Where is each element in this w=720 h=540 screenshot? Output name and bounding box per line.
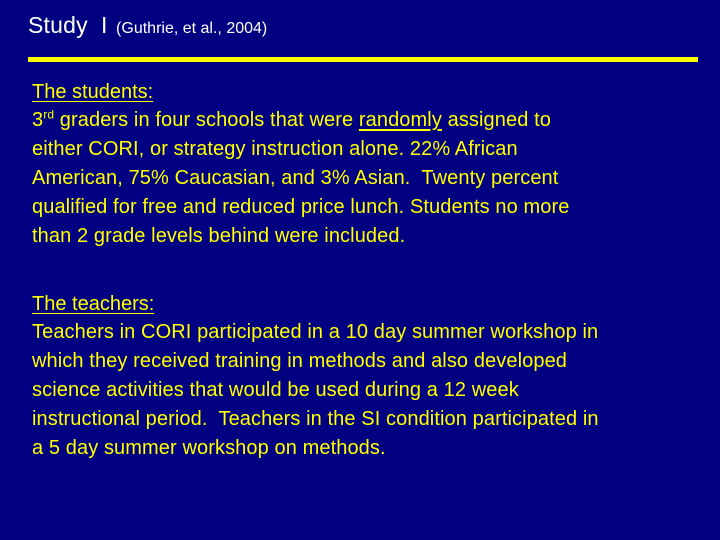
students-line-1-b: assigned to: [441, 109, 551, 131]
students-section: [32, 78, 716, 251]
students-line-1: [32, 106, 716, 135]
grade-number: 3: [32, 109, 44, 131]
title-divider: [28, 57, 698, 62]
students-line-5: than 2 grade levels behind were included.: [32, 225, 406, 247]
teachers-section: [32, 290, 716, 463]
students-line-2: either CORI, or strategy instruction alone. 22% African: [32, 138, 518, 160]
teachers-line-1: Teachers in CORI participated in a 10 day summer workshop in: [32, 321, 599, 343]
title-main: Study I: [28, 12, 108, 38]
teachers-line-2: which they received training in methods and also developed: [32, 350, 568, 372]
randomly-underlined: randomly: [358, 109, 442, 131]
students-body: [32, 106, 716, 251]
grade-ordinal-suffix: rd: [43, 107, 55, 122]
slide-title: [28, 14, 267, 37]
students-line-4: qualified for free and reduced price lunch. Students no more: [32, 196, 570, 218]
teachers-heading: The teachers:: [32, 293, 155, 315]
students-line-1-a: graders in four schools that were: [54, 109, 359, 131]
students-line-3: American, 75% Caucasian, and 3% Asian. Twenty percent: [32, 167, 559, 189]
title-citation: (Guthrie, et al., 2004): [116, 20, 268, 37]
teachers-line-4: instructional period. Teachers in the SI condition participated in: [32, 408, 599, 430]
teachers-body: [32, 318, 716, 463]
students-heading: The students:: [32, 81, 154, 103]
teachers-line-5: a 5 day summer workshop on methods.: [32, 437, 386, 459]
teachers-line-3: science activities that would be used during a 12 week: [32, 379, 519, 401]
